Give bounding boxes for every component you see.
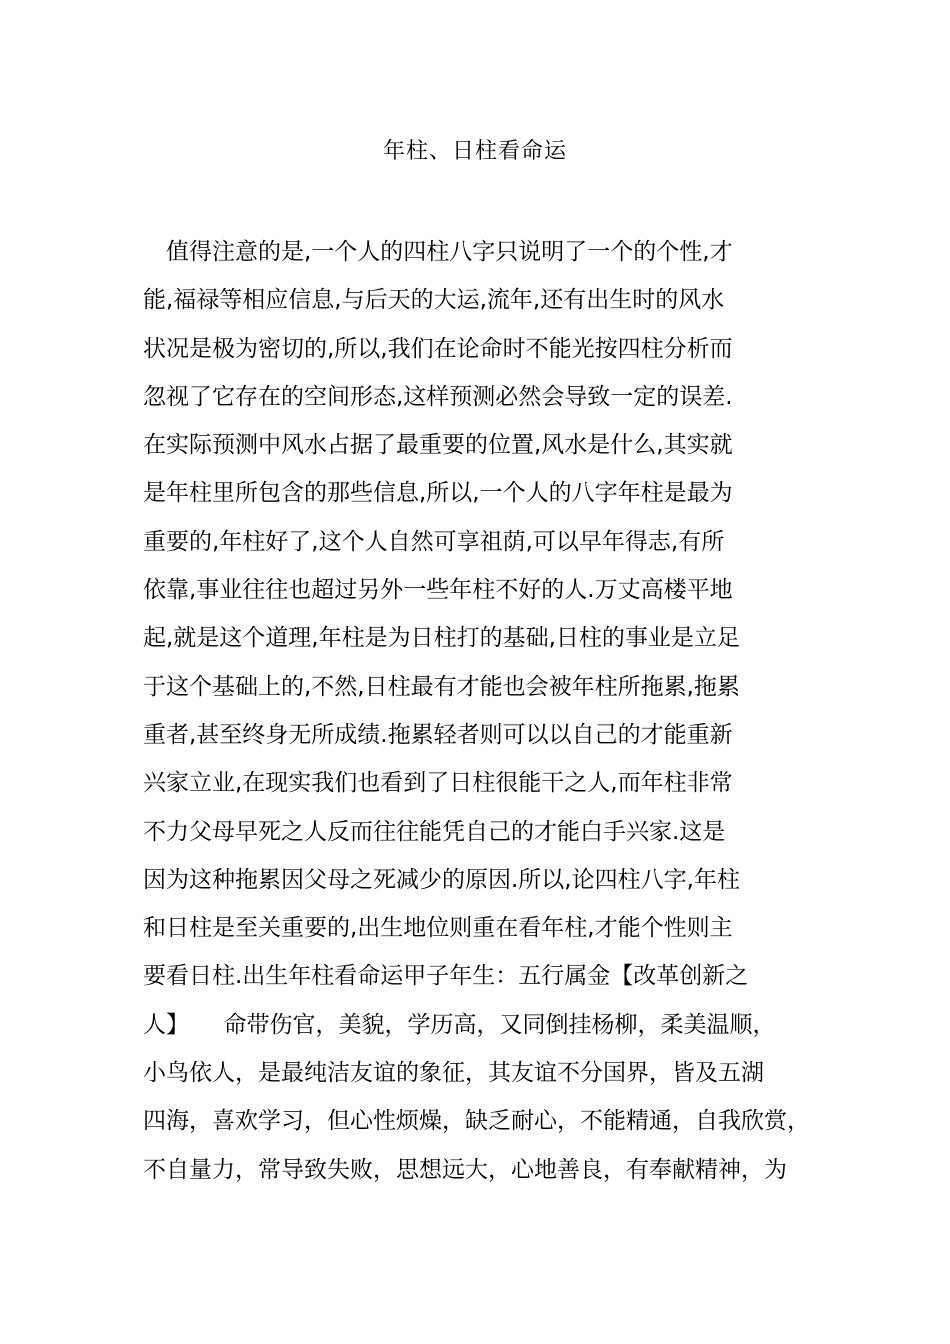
body-line: 忽视了它存在的空间形态,这样预测必然会导致一定的误差. <box>143 383 733 410</box>
body-line: 起,就是这个道理,年柱是为日柱打的基础,日柱的事业是立足 <box>143 625 740 652</box>
body-line: 依靠,事业往往也超过另外一些年柱不好的人.万丈高楼平地 <box>143 577 733 604</box>
body-line: 于这个基础上的,不然,日柱最有才能也会被年柱所拖累,拖累 <box>143 673 740 700</box>
body-line: 不自量力，常导致失败，思想远大，心地善良，有奉献精神，为 <box>143 1156 787 1183</box>
body-line: 兴家立业,在现实我们也看到了日柱很能干之人,而年柱非常 <box>143 770 733 797</box>
body-line: 和日柱是至关重要的,出生地位则重在看年柱,才能个性则主 <box>143 915 733 942</box>
body-line: 四海，喜欢学习，但心性烦燥，缺乏耐心，不能精通，自我欣赏， <box>143 1108 810 1135</box>
body-line: 要看日柱.出生年柱看命运甲子年生：五行属金【改革创新之 <box>143 963 749 990</box>
body-line: 状况是极为密切的,所以,我们在论命时不能光按四柱分析而 <box>143 335 733 362</box>
body-line: 小鸟依人，是最纯洁友谊的象征，其友谊不分国界，皆及五湖 <box>143 1060 764 1087</box>
body-line: 不力父母早死之人反而往往能凭自己的才能白手兴家.这是 <box>143 818 726 845</box>
body-line: 值得注意的是,一个人的四柱八字只说明了一个的个性,才 <box>143 239 733 265</box>
body-line: 在实际预测中风水占据了最重要的位置,风水是什么,其实就 <box>143 432 733 459</box>
body-line: 是年柱里所包含的那些信息,所以,一个人的八字年柱是最为 <box>143 480 733 507</box>
body-line: 重要的,年柱好了,这个人自然可享祖荫,可以早年得志,有所 <box>143 528 725 555</box>
body-line: 因为这种拖累因父母之死减少的原因.所以,论四柱八字,年柱 <box>143 866 740 893</box>
body-line: 能,福禄等相应信息,与后天的大运,流年,还有出生时的风水 <box>143 287 725 314</box>
body-line: 人】 命带伤官，美貌，学历高，又同倒挂杨柳，柔美温顺， <box>143 1011 776 1038</box>
document-body <box>143 228 823 1194</box>
document-title: 年柱、日柱看命运 <box>382 139 567 164</box>
body-line: 重者,甚至终身无所成绩.拖累轻者则可以以自己的才能重新 <box>143 721 733 748</box>
